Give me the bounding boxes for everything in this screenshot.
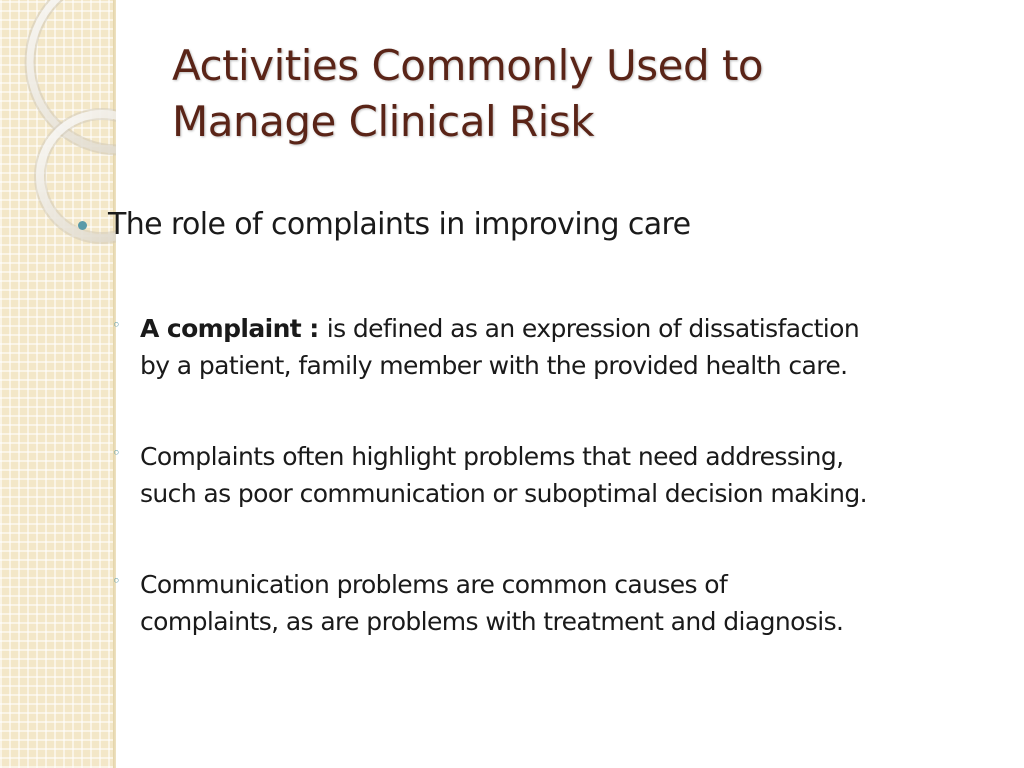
sub-bullet-marker-icon: ◦ xyxy=(112,316,121,334)
sub-bullet-2-line-1: Complaints often highlight problems that need addressing, xyxy=(140,442,844,471)
sub-bullet-1-line-2: by a patient, family member with the provided health care. xyxy=(140,351,848,380)
sub-bullet-1-line-1: is defined as an expression of dissatisfaction xyxy=(326,314,860,343)
sub-bullet-text xyxy=(140,310,859,384)
sub-bullet-2-line-2: such as poor communication or suboptimal decision making. xyxy=(140,479,867,508)
bullet-dot-icon xyxy=(78,221,87,230)
sub-bullet-text xyxy=(140,438,867,512)
sub-bullet-item xyxy=(112,310,992,384)
sub-bullet-marker-icon: ◦ xyxy=(112,572,121,590)
sub-bullet-text xyxy=(140,566,843,640)
main-bullet-text: The role of complaints in improving care xyxy=(108,207,691,242)
sub-bullet-marker-icon: ◦ xyxy=(112,444,121,462)
complaint-term: A complaint : xyxy=(140,314,327,343)
sub-bullet-item xyxy=(112,438,992,512)
sub-bullet-3-line-1: Communication problems are common causes of xyxy=(140,570,728,599)
title-line-2: Manage Clinical Risk xyxy=(172,97,595,146)
main-bullet xyxy=(78,207,690,242)
sub-bullet-3-line-2: complaints, as are problems with treatment and diagnosis. xyxy=(140,607,844,636)
page-title xyxy=(172,38,972,150)
title-line-1: Activities Commonly Used to xyxy=(172,41,764,90)
sub-bullet-item xyxy=(112,566,992,640)
